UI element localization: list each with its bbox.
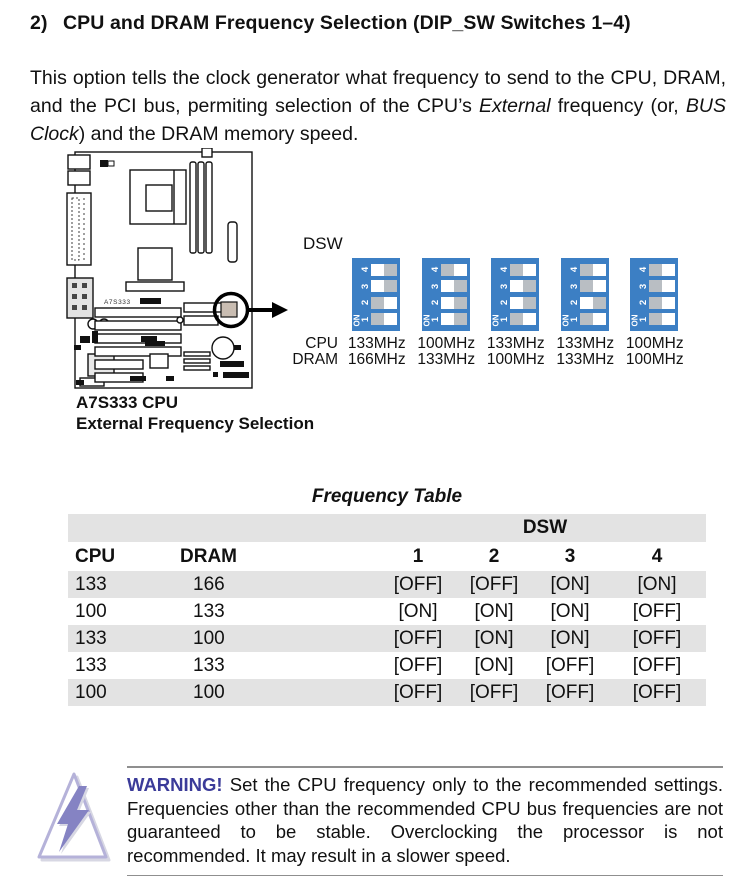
dip-switch-number: 4 <box>360 266 371 273</box>
freq-table-col-cpu: CPU <box>75 545 116 567</box>
freq-table-cell: [OFF] <box>545 681 595 703</box>
dip-switch-slider <box>441 264 467 276</box>
dip-switch-2 <box>422 296 470 309</box>
dip-switch-4 <box>491 263 539 276</box>
intro-text-2: frequency (or, <box>550 94 686 117</box>
freq-table-cell: 100 <box>193 681 225 703</box>
freq-table-cell: 100 <box>75 681 107 703</box>
dip-switch-number: 2 <box>499 300 510 306</box>
dip-switch-number: 2 <box>360 300 371 306</box>
dip-switch-number: 3 <box>429 283 441 289</box>
dip-switch-1 <box>630 313 678 326</box>
dip-switch-1 <box>352 313 400 326</box>
freq-table-row-4 <box>68 652 706 679</box>
dip-switch-slider <box>371 297 397 309</box>
cpu-freq-3: 133MHz <box>556 335 615 352</box>
dip-switch-number: 1 <box>568 316 580 323</box>
dip-switch-slider <box>580 313 606 325</box>
freq-table-col-2: 2 <box>488 545 500 567</box>
freq-table-cell: [ON] <box>550 573 590 595</box>
dip-switch-4 <box>422 263 470 276</box>
freq-table <box>68 514 706 706</box>
freq-table-cell: [ON] <box>474 654 514 676</box>
dip-on-label: ON <box>561 314 570 327</box>
freq-table-cell: [ON] <box>474 627 514 649</box>
section-title: CPU and DRAM Frequency Selection (DIP_SW Switches 1–4) <box>63 12 631 34</box>
dip-switch-number: 4 <box>638 266 649 273</box>
warning-lightning-icon <box>33 770 113 866</box>
dip-switch-2 <box>630 296 678 309</box>
dip-switch-slider <box>649 264 675 276</box>
chipset <box>138 248 172 280</box>
freq-table-cell: 133 <box>75 573 107 595</box>
intro-italic-bus-clock: BUS Clock <box>30 94 726 145</box>
freq-table-col-3: 3 <box>564 545 576 567</box>
dip-switch-4 <box>630 263 678 276</box>
dip-switch-number: 1 <box>638 316 649 323</box>
dip-switch-block-5 <box>630 258 678 331</box>
dip-switch-handle <box>384 264 397 276</box>
dip-switch-4 <box>352 263 400 276</box>
dip-switch-slider <box>441 313 467 325</box>
freq-table-cell: 166 <box>193 573 225 595</box>
dip-switch-slider <box>649 313 675 325</box>
dip-switch-number: 2 <box>429 300 441 306</box>
freq-table-row-5 <box>68 679 706 706</box>
dip-switch-handle <box>454 280 467 292</box>
dip-switch-block-1 <box>352 258 400 331</box>
dip-switch-block-4 <box>561 258 609 331</box>
dip-on-label: ON <box>491 314 501 327</box>
dip-switch-handle <box>371 297 384 309</box>
dip-switch-number: 3 <box>638 283 649 289</box>
freq-table-cell: [ON] <box>474 600 514 622</box>
dip-switch-handle <box>580 280 593 292</box>
battery <box>212 337 234 359</box>
freq-table-cell: [OFF] <box>393 627 443 649</box>
intro-text-1: This option tells the clock generator what frequency to send to the CPU, DRAM, and the PCI bus, permiting selection of the CPU’s <box>30 66 726 117</box>
section-heading <box>30 12 730 35</box>
dip-switch-3 <box>422 280 470 293</box>
dram-freq-3: 133MHz <box>556 350 615 368</box>
freq-table-cell: [ON] <box>550 627 590 649</box>
dip-switch-slider <box>510 297 536 309</box>
figure-caption-line1: A7S333 CPU <box>76 393 179 412</box>
cpu-freq-4: 100MHz <box>625 335 684 352</box>
dip-switch-slider <box>580 280 606 292</box>
dip-switch-handle <box>384 280 397 292</box>
dip-switch-handle <box>649 280 662 292</box>
callout-arrow <box>248 302 288 318</box>
intro-italic-external: External <box>479 94 551 117</box>
freq-table-body <box>68 571 706 706</box>
freq-table-group-band <box>68 514 706 542</box>
section-number: 2) <box>30 12 48 34</box>
freq-table-col-1: 1 <box>412 545 424 567</box>
dip-switch-handle <box>510 264 523 276</box>
dram-freq-0: 166MHz <box>347 350 406 368</box>
freq-table-row-1 <box>68 571 706 598</box>
dram-row-label: DRAM <box>292 350 338 368</box>
freq-table-cell: [ON] <box>637 573 677 595</box>
dip-switch-block-3 <box>491 258 539 331</box>
dip-switch-block-2 <box>422 258 470 331</box>
warning-label: WARNING! <box>127 774 223 795</box>
freq-table-cell: 100 <box>75 600 107 622</box>
freq-table-cell: [ON] <box>398 600 438 622</box>
freq-table-cell: 133 <box>193 654 225 676</box>
intro-paragraph <box>30 64 726 148</box>
dip-switch-1 <box>491 313 539 326</box>
dip-switch-slider <box>510 264 536 276</box>
freq-table-row-3 <box>68 625 706 652</box>
freq-table-title: Frequency Table <box>311 486 463 507</box>
dip-switch-slider <box>371 313 397 325</box>
dip-switch-2 <box>352 296 400 309</box>
dram-freq-4: 100MHz <box>625 350 684 368</box>
dip-switch-handle <box>441 264 454 276</box>
freq-table-col-4: 4 <box>651 545 663 567</box>
freq-table-cell: [ON] <box>550 600 590 622</box>
freq-table-header <box>68 542 706 571</box>
dsw-label: DSW <box>303 234 343 253</box>
dip-switch-handle <box>454 297 467 309</box>
dip-switch-slider <box>649 280 675 292</box>
freq-table-col-dram: DRAM <box>180 545 237 567</box>
dip-switch-number: 3 <box>568 283 580 289</box>
dip-switch-number: 1 <box>499 316 510 323</box>
freq-table-cell: [OFF] <box>632 627 682 649</box>
freq-table-cell: [OFF] <box>393 681 443 703</box>
dip-switch-handle <box>649 313 662 325</box>
dip-on-label: ON <box>630 314 640 327</box>
dip-switch-number: 1 <box>429 316 441 323</box>
freq-table-cell: 133 <box>75 627 107 649</box>
freq-table-cell: 133 <box>75 654 107 676</box>
cpu-freq-1: 100MHz <box>417 335 476 352</box>
dip-switch-slider <box>649 297 675 309</box>
dip-switch-4 <box>561 263 609 276</box>
dram-freq-2: 100MHz <box>486 350 545 368</box>
freq-table-cell: [OFF] <box>632 600 682 622</box>
dip-switch-slider <box>580 264 606 276</box>
cpu-freq-2: 133MHz <box>486 335 545 352</box>
dip-switch-slider <box>510 313 536 325</box>
dip-switch-number: 4 <box>568 266 580 273</box>
motherboard-diagram <box>66 148 292 392</box>
dip-switch-slider <box>510 280 536 292</box>
board-model-label: A7S333 <box>104 299 131 306</box>
dip-switch-slider <box>441 280 467 292</box>
dip-switch-3 <box>561 280 609 293</box>
figure-caption-line2: External Frequency Selection <box>76 414 315 433</box>
dip-switch-handle <box>454 313 467 325</box>
freq-table-cell: [OFF] <box>393 654 443 676</box>
cpu-freq-0: 133MHz <box>347 335 406 352</box>
dip-switch-row <box>352 258 678 331</box>
dip-frequency-labels <box>288 336 690 367</box>
freq-table-cell: [OFF] <box>632 654 682 676</box>
warning-text: Set the CPU frequency only to the recommended settings. Frequencies other than the recommended CPU bus frequencies are not guaranteed to be stable. Overclocking the processor is not recommended. It may result in a slower speed. <box>127 774 723 866</box>
dip-switch-3 <box>491 280 539 293</box>
dram-freq-1: 133MHz <box>417 350 476 368</box>
cpu-row-label: CPU <box>305 335 338 352</box>
dip-switch-slider <box>371 280 397 292</box>
freq-table-cell: [OFF] <box>469 681 519 703</box>
dip-switch-number: 4 <box>429 266 441 273</box>
dip-switch-3 <box>630 280 678 293</box>
dip-switch-slider <box>580 297 606 309</box>
freq-table-cell: 133 <box>193 600 225 622</box>
dip-switch-2 <box>491 296 539 309</box>
freq-table-cell: 100 <box>193 627 225 649</box>
dip-switch-number: 3 <box>499 283 510 289</box>
freq-table-cell: [OFF] <box>632 681 682 703</box>
dip-switch-handle <box>510 313 523 325</box>
asus-logo <box>140 298 161 304</box>
dip-switch-handle <box>593 297 606 309</box>
freq-table-cell: [OFF] <box>393 573 443 595</box>
dip-on-label: ON <box>422 314 431 327</box>
io-audio-port <box>67 278 93 318</box>
dip-switch-number: 3 <box>360 283 371 289</box>
freq-table-group-header: DSW <box>522 517 568 538</box>
dimm-slots <box>190 162 212 253</box>
dip-switch-number: 2 <box>568 300 580 306</box>
dip-switch-location <box>221 302 237 317</box>
dip-switch-handle <box>523 297 536 309</box>
dip-switch-handle <box>649 297 662 309</box>
dip-switch-number: 1 <box>360 316 371 323</box>
dip-switch-3 <box>352 280 400 293</box>
dip-switch-handle <box>523 280 536 292</box>
dip-switch-number: 4 <box>499 266 510 273</box>
figure-caption <box>76 392 314 434</box>
dip-switch-slider <box>371 264 397 276</box>
freq-table-row-2 <box>68 598 706 625</box>
dip-switch-2 <box>561 296 609 309</box>
warning-box <box>127 766 723 876</box>
dip-switch-handle <box>580 313 593 325</box>
freq-table-cell: [OFF] <box>469 573 519 595</box>
dip-on-label: ON <box>352 314 362 327</box>
dip-switch-handle <box>649 264 662 276</box>
agp-slot <box>126 282 184 291</box>
dip-switch-slider <box>441 297 467 309</box>
dip-switch-number: 2 <box>638 300 649 306</box>
dip-switch-handle <box>371 313 384 325</box>
dip-switch-handle <box>580 264 593 276</box>
intro-text-3: ) and the DRAM memory speed. <box>78 122 359 145</box>
freq-table-cell: [OFF] <box>545 654 595 676</box>
